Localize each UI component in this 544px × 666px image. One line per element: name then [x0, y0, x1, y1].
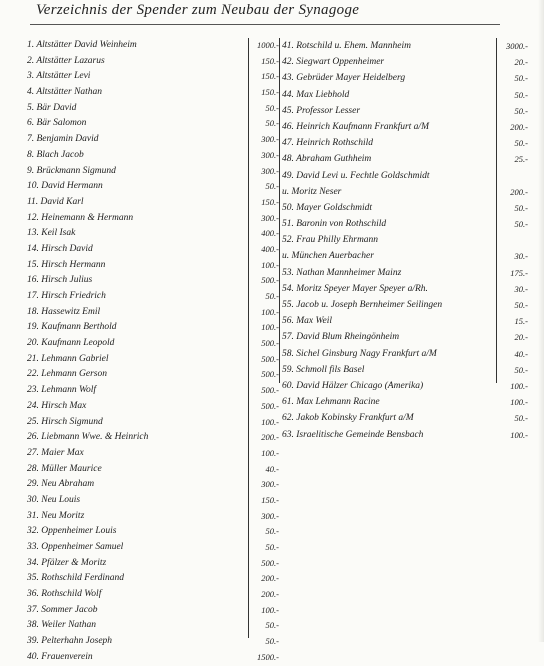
donor-name: 10. David Hermann — [27, 181, 103, 192]
donation-amount: 100.- — [261, 416, 279, 427]
donor-row — [27, 258, 279, 274]
donor-row — [282, 329, 528, 345]
donation-amount: 100.- — [261, 604, 279, 615]
donor-name: 60. David Hälzer Chicago (Amerika) — [282, 380, 424, 391]
donor-name: 58. Sichel Ginsburg Nagy Frankfurt a/M — [282, 348, 437, 359]
donation-amount: 500.- — [261, 338, 279, 349]
donor-row — [282, 151, 528, 167]
donor-name: 39. Pelterhahn Joseph — [27, 636, 113, 647]
donor-name: 9. Brückmann Sigmund — [27, 165, 116, 176]
column-divider-center — [279, 38, 280, 383]
donor-row — [27, 132, 279, 148]
donor-name: 53. Nathan Mannheimer Mainz — [282, 267, 402, 278]
donor-row — [282, 168, 528, 184]
donor-row — [282, 232, 528, 248]
donor-name: 54. Moritz Speyer Mayer Speyer a/Rh. — [282, 283, 428, 294]
donation-amount: 150.- — [261, 71, 279, 82]
donor-name: 43. Gebrüder Mayer Heidelberg — [282, 73, 406, 84]
donation-amount: 50.- — [265, 542, 279, 552]
donation-amount: 50.- — [514, 105, 528, 116]
donation-amount: 100.- — [261, 259, 279, 270]
donor-name: 13. Keil Isak — [27, 228, 76, 239]
donor-name: 47. Heinrich Rothschild — [282, 138, 374, 149]
donor-name: 24. Hirsch Max — [27, 400, 87, 411]
donor-name: 3. Altstätter Levi — [27, 71, 91, 82]
donation-amount: 500.- — [261, 400, 279, 411]
donation-amount: 50.- — [265, 102, 279, 113]
donor-name: 34. Pfälzer & Moritz — [27, 557, 107, 568]
donor-row — [27, 603, 279, 619]
donation-amount: 200.- — [261, 573, 279, 584]
donation-amount: 30.- — [514, 283, 528, 294]
donor-name: u. Moritz Neser — [282, 186, 342, 197]
donor-name: 14. Hirsch David — [27, 243, 93, 254]
donation-amount: 50.- — [265, 291, 279, 301]
donation-amount: 150.- — [261, 196, 279, 207]
donation-amount: 200.- — [510, 121, 528, 132]
donor-row — [27, 493, 279, 509]
donor-name: u. München Auerbacher — [282, 251, 374, 262]
donor-name: 5. Bär David — [27, 102, 77, 113]
donor-name: 19. Kaufmann Berthold — [27, 322, 117, 333]
donation-amount: 200.- — [261, 432, 279, 443]
donation-amount: 50.- — [514, 73, 528, 84]
donor-row — [27, 477, 279, 493]
donor-row — [282, 394, 528, 410]
donor-row — [27, 650, 279, 666]
donor-row — [27, 164, 279, 180]
donor-name: 1. Altstätter David Weinheim — [27, 40, 137, 50]
donor-name: 12. Heinemann & Hermann — [27, 212, 134, 223]
donor-row — [27, 618, 279, 634]
donation-amount: 400.- — [261, 243, 279, 254]
donor-name: 22. Lehmann Gerson — [27, 369, 107, 380]
donor-name: 52. Frau Philly Ehrmann — [282, 235, 379, 246]
donor-row — [27, 116, 279, 132]
donor-name: 16. Hirsch Julius — [27, 275, 93, 286]
donor-name: 41. Rotschild u. Ehem. Mannheim — [282, 41, 412, 51]
donor-name: 38. Weiler Nathan — [27, 620, 97, 631]
donation-amount: 500.- — [261, 353, 279, 364]
donation-amount: 100.- — [510, 380, 528, 391]
donation-amount: 150.- — [261, 87, 279, 98]
donor-row — [27, 399, 279, 415]
donation-amount: 200.- — [510, 186, 528, 197]
donor-name: 11. David Karl — [27, 196, 84, 207]
donation-amount: 300.- — [261, 479, 279, 490]
donation-amount: 100.- — [261, 322, 279, 333]
donor-row — [27, 242, 279, 258]
donor-row — [282, 362, 528, 378]
donation-amount: 50.- — [265, 181, 279, 192]
donor-row — [27, 383, 279, 399]
donor-name: 36. Rothschild Wolf — [27, 589, 102, 600]
donor-name: 2. Altstätter Lazarus — [27, 55, 105, 66]
donor-list-right — [282, 38, 528, 443]
donor-row — [27, 509, 279, 525]
donation-amount: 100.- — [510, 397, 528, 408]
donor-row — [282, 119, 528, 135]
donation-amount: 3000.- — [506, 41, 528, 51]
donation-amount: 300.- — [261, 212, 279, 223]
donation-amount: 50.- — [514, 364, 528, 375]
donor-name: 15. Hirsch Hermann — [27, 259, 106, 270]
donor-name: 6. Bär Salomon — [27, 118, 87, 129]
donation-amount: 500.- — [261, 385, 279, 396]
donor-row — [282, 313, 528, 329]
donation-amount: 50.- — [514, 89, 528, 100]
donor-name: 8. Blach Jacob — [27, 149, 84, 160]
donor-name: 31. Neu Moritz — [27, 510, 85, 521]
donor-row — [27, 101, 279, 117]
donor-row — [27, 54, 279, 70]
donor-row — [27, 336, 279, 352]
donation-amount: 500.- — [261, 557, 279, 568]
donor-name: 35. Rothschild Ferdinand — [27, 573, 125, 584]
donor-row — [27, 556, 279, 572]
donation-amount: 50.- — [265, 620, 279, 631]
donation-amount: 40.- — [265, 463, 279, 474]
donor-row — [282, 103, 528, 119]
donor-row — [282, 216, 528, 232]
donor-name: 20. Kaufmann Leopold — [27, 338, 115, 349]
donor-name: 61. Max Lehmann Racine — [282, 397, 380, 408]
donor-name: 30. Neu Louis — [27, 494, 81, 505]
donation-amount: 150.- — [261, 55, 279, 66]
donation-amount: 20.- — [514, 57, 528, 68]
donor-row — [282, 184, 528, 200]
donor-row — [27, 571, 279, 587]
donation-amount: 300.- — [261, 510, 279, 521]
donor-row — [27, 415, 279, 431]
donor-row — [282, 410, 528, 426]
donor-row — [27, 446, 279, 462]
donation-amount: 100.- — [261, 447, 279, 458]
donation-amount: 100.- — [510, 429, 528, 440]
donation-amount: 1500.- — [257, 651, 279, 662]
donor-row — [27, 179, 279, 195]
donation-amount: 300.- — [261, 165, 279, 176]
donor-name: 44. Max Liebhold — [282, 89, 350, 100]
donor-name: 33. Oppenheimer Samuel — [27, 542, 124, 552]
donor-name: 23. Lehmann Wolf — [27, 385, 97, 396]
donor-name: 45. Professor Lesser — [282, 105, 361, 116]
donor-row — [27, 540, 279, 556]
donor-name: 27. Maier Max — [27, 447, 84, 458]
donor-list-left — [27, 38, 279, 666]
donation-amount: 50.- — [514, 300, 528, 310]
donor-row — [27, 305, 279, 321]
donor-row — [27, 462, 279, 478]
donation-amount: 500.- — [261, 275, 279, 286]
donation-amount: 50.- — [514, 219, 528, 230]
donation-amount: 150.- — [261, 494, 279, 505]
donation-amount: 40.- — [514, 348, 528, 359]
donor-row — [27, 352, 279, 368]
donor-row — [27, 273, 279, 289]
donor-row — [282, 427, 528, 443]
donor-row — [27, 211, 279, 227]
donor-row — [27, 430, 279, 446]
donor-name: 42. Siegwart Oppenheimer — [282, 57, 385, 68]
donation-amount: 50.- — [265, 526, 279, 537]
donor-row — [27, 587, 279, 603]
donor-name: 32. Oppenheimer Louis — [27, 526, 117, 537]
donor-name: 4. Altstätter Nathan — [27, 87, 103, 98]
donor-row — [27, 226, 279, 242]
donor-name: 49. David Levi u. Fechtle Goldschmidt — [282, 170, 430, 181]
donor-row — [27, 38, 279, 54]
donor-name: 55. Jacob u. Joseph Bernheimer Seilingen — [282, 300, 443, 310]
donor-row — [27, 195, 279, 211]
donor-row — [282, 135, 528, 151]
donor-name: 59. Schmoll fils Basel — [282, 364, 365, 375]
donor-name: 17. Hirsch Friedrich — [27, 291, 106, 301]
donor-name: 26. Liebmann Wwe. & Heinrich — [27, 432, 149, 443]
donor-name: 28. Müller Maurice — [27, 463, 102, 474]
donor-row — [282, 87, 528, 103]
donor-row — [282, 297, 528, 313]
donor-row — [282, 378, 528, 394]
donor-row — [27, 289, 279, 305]
donor-row — [282, 54, 528, 70]
donation-amount: 25.- — [514, 154, 528, 165]
donation-amount: 300.- — [261, 149, 279, 160]
donor-row — [27, 69, 279, 85]
donation-amount: 30.- — [514, 251, 528, 262]
donor-row — [282, 281, 528, 297]
donor-row — [27, 148, 279, 164]
donor-row — [282, 200, 528, 216]
donor-name: 21. Lehmann Gabriel — [27, 353, 109, 364]
donation-amount — [496, 232, 528, 248]
donor-name: 50. Mayer Goldschmidt — [282, 202, 372, 213]
donor-name: 29. Neu Abraham — [27, 479, 95, 490]
donation-amount: 1000.- — [257, 40, 279, 50]
donation-amount: 50.- — [265, 118, 279, 129]
donation-amount: 175.- — [510, 267, 528, 278]
donation-amount: 50.- — [265, 636, 279, 647]
donor-row — [282, 248, 528, 264]
donation-amount: 50.- — [514, 138, 528, 149]
donor-name: 63. Israelitische Gemeinde Bensbach — [282, 429, 424, 440]
donor-name: 48. Abraham Guthheim — [282, 154, 372, 165]
donor-row — [282, 265, 528, 281]
donor-row — [27, 85, 279, 101]
donor-name: 46. Heinrich Kaufmann Frankfurt a/M — [282, 121, 429, 132]
donor-row — [282, 346, 528, 362]
page-edge-shadow — [538, 0, 544, 642]
donor-row — [27, 320, 279, 336]
donor-name: 25. Hirsch Sigmund — [27, 416, 103, 427]
donation-amount: 400.- — [261, 228, 279, 239]
donor-name: 40. Frauenverein — [27, 651, 93, 662]
donation-amount: 50.- — [514, 413, 528, 424]
donor-name: 62. Jakob Kobinsky Frankfurt a/M — [282, 413, 414, 424]
title-underline — [30, 24, 500, 25]
donor-row — [282, 70, 528, 86]
donor-name: 7. Benjamin David — [27, 134, 99, 145]
donor-name: 57. David Blum Rheingönheim — [282, 332, 400, 343]
donation-amount: 100.- — [261, 306, 279, 317]
donation-amount: 15.- — [514, 316, 528, 327]
donor-row — [27, 367, 279, 383]
donor-name: 18. Hassewitz Emil — [27, 306, 101, 317]
donation-amount: 500.- — [261, 369, 279, 380]
donation-amount: 300.- — [261, 134, 279, 145]
donation-amount: 20.- — [514, 332, 528, 343]
donation-amount: 200.- — [261, 589, 279, 600]
donor-name: 56. Max Weil — [282, 316, 333, 327]
donor-name: 37. Sommer Jacob — [27, 604, 98, 615]
donor-row — [282, 38, 528, 54]
document-title: Verzeichnis der Spender zum Neubau der Synagoge — [36, 2, 360, 18]
donor-name: 51. Baronin von Rothschild — [282, 219, 387, 230]
donation-amount: 50.- — [514, 202, 528, 213]
donor-row — [27, 524, 279, 540]
donation-amount — [496, 168, 528, 184]
